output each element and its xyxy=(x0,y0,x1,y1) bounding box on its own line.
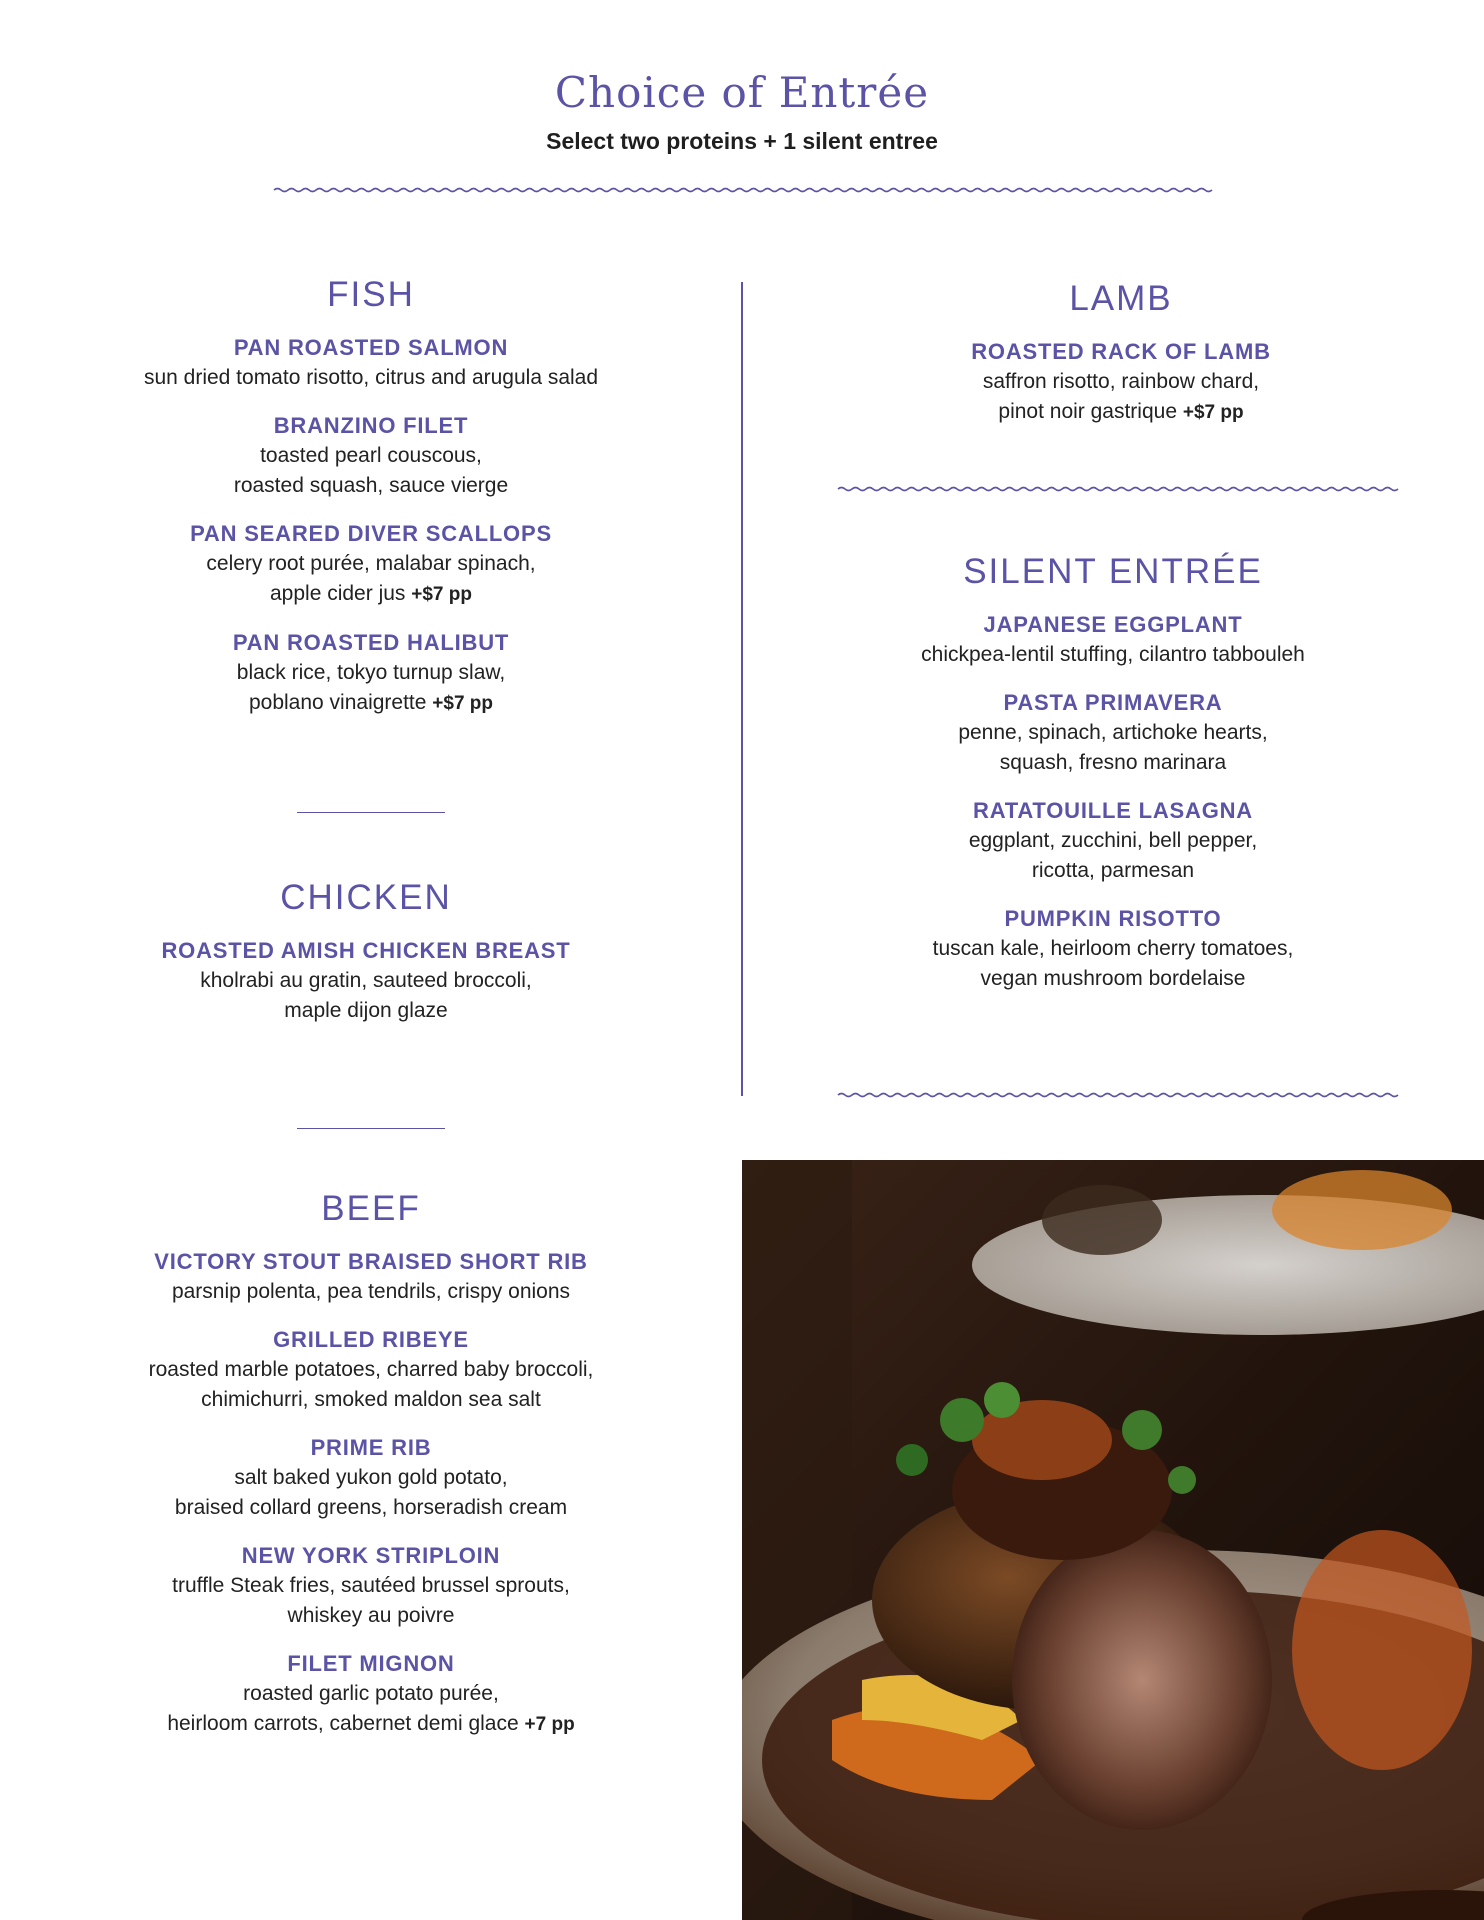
menu-item-description xyxy=(90,441,652,471)
menu-item-surcharge: +$7 pp xyxy=(411,584,472,605)
menu-item-description-text: salt baked yukon gold potato, xyxy=(234,1466,508,1489)
menu-item-description-text: maple dijon glaze xyxy=(284,999,448,1022)
menu-item xyxy=(90,1433,652,1523)
section-title-fish: FISH xyxy=(327,275,415,314)
plated-pork-chop-image xyxy=(742,1160,1484,1920)
fish-short-divider xyxy=(297,812,445,813)
menu-list-silent-entree xyxy=(830,610,1396,994)
menu-item-description xyxy=(90,1385,652,1415)
section-title-lamb: LAMB xyxy=(1069,279,1173,318)
menu-item-description xyxy=(90,658,652,688)
menu-item xyxy=(838,337,1404,428)
menu-item-name: PAN SEARED DIVER SCALLOPS xyxy=(190,521,552,546)
menu-item xyxy=(90,1649,652,1740)
menu-item-description xyxy=(830,718,1396,748)
menu-item-description-text: parsnip polenta, pea tendrils, crispy onions xyxy=(171,1280,571,1303)
menu-item-description-text: saffron risotto, rainbow chard, xyxy=(982,370,1260,393)
section-lamb xyxy=(838,279,1404,428)
menu-item-description-text: braised collard greens, horseradish cream xyxy=(174,1496,568,1519)
menu-item-name: PASTA PRIMAVERA xyxy=(1003,690,1223,715)
menu-item-description-text: vegan mushroom bordelaise xyxy=(980,967,1246,990)
menu-item-description xyxy=(90,471,652,501)
menu-item-description xyxy=(830,934,1396,964)
menu-item-surcharge: +$7 pp xyxy=(1182,402,1244,423)
menu-item-description-text: eggplant, zucchini, bell pepper, xyxy=(968,829,1258,852)
menu-item-description-text: black rice, tokyo turnup slaw, xyxy=(236,661,506,684)
menu-item-name: JAPANESE EGGPLANT xyxy=(983,612,1243,637)
menu-item-description xyxy=(830,856,1396,886)
menu-item-name: VICTORY STOUT BRAISED SHORT RIB xyxy=(154,1249,588,1274)
menu-item-name: PAN ROASTED HALIBUT xyxy=(232,630,510,655)
section-beef xyxy=(90,1189,652,1740)
menu-item-description-text: sun dried tomato risotto, citrus and arugula salad xyxy=(143,366,599,389)
menu-item-name: FILET MIGNON xyxy=(287,1651,455,1676)
menu-item xyxy=(90,1247,652,1307)
menu-item xyxy=(90,1325,652,1415)
menu-item xyxy=(830,796,1396,886)
menu-item-description xyxy=(90,688,652,719)
section-title-silent-entree: SILENT ENTRÉE xyxy=(963,552,1263,591)
menu-item-description-text: chimichurri, smoked maldon sea salt xyxy=(201,1388,541,1411)
section-fish xyxy=(90,275,652,719)
menu-item-name: RATATOUILLE LASAGNA xyxy=(973,798,1253,823)
menu-item xyxy=(90,333,652,393)
menu-item-description-text: roasted marble potatoes, charred baby broccoli, xyxy=(148,1358,594,1381)
menu-item-description xyxy=(90,1601,652,1631)
menu-list-chicken xyxy=(85,936,647,1026)
menu-list-lamb xyxy=(838,337,1404,428)
menu-item-description xyxy=(838,367,1404,397)
section-title-chicken: CHICKEN xyxy=(280,878,452,917)
menu-item xyxy=(830,610,1396,670)
menu-item-name: GRILLED RIBEYE xyxy=(273,1327,469,1352)
menu-item-description xyxy=(90,1709,652,1740)
menu-item-description xyxy=(838,397,1404,428)
menu-item xyxy=(85,936,647,1026)
menu-item-name: PUMPKIN RISOTTO xyxy=(1004,906,1222,931)
menu-item-description xyxy=(90,579,652,610)
menu-item xyxy=(90,411,652,501)
menu-item-name: PRIME RIB xyxy=(310,1435,432,1460)
header-wave-divider xyxy=(274,184,1210,196)
menu-item-name: ROASTED RACK OF LAMB xyxy=(971,339,1271,364)
menu-item-description-text: penne, spinach, artichoke hearts, xyxy=(958,721,1268,744)
menu-item-description xyxy=(90,1493,652,1523)
silent-wave-divider xyxy=(838,1089,1388,1101)
menu-list-fish xyxy=(90,333,652,719)
menu-item-surcharge: +7 pp xyxy=(524,1714,575,1735)
menu-item xyxy=(830,904,1396,994)
section-title-beef: BEEF xyxy=(321,1189,421,1228)
menu-item xyxy=(90,1541,652,1631)
menu-item-name: NEW YORK STRIPLOIN xyxy=(241,1543,501,1568)
menu-item-description xyxy=(90,1355,652,1385)
menu-item-description xyxy=(85,996,647,1026)
lamb-wave-divider xyxy=(838,483,1388,495)
page-subtitle: Select two proteins + 1 silent entree xyxy=(546,128,938,154)
menu-item-description-text: whiskey au poivre xyxy=(287,1604,455,1627)
menu-item-description-text: squash, fresno marinara xyxy=(999,751,1227,774)
section-chicken xyxy=(85,878,647,1026)
menu-item-description-text: apple cider jus xyxy=(270,582,406,605)
menu-item-description xyxy=(90,1463,652,1493)
menu-item xyxy=(90,628,652,719)
menu-item-description-text: heirloom carrots, cabernet demi glace xyxy=(167,1712,519,1735)
menu-item-description-text: tuscan kale, heirloom cherry tomatoes, xyxy=(932,937,1294,960)
menu-item-description-text: truffle Steak fries, sautéed brussel sprouts, xyxy=(172,1574,570,1597)
menu-item-description-text: toasted pearl couscous, xyxy=(260,444,482,467)
section-silent-entree xyxy=(830,552,1396,994)
menu-item-description xyxy=(90,363,652,393)
menu-item-description xyxy=(830,748,1396,778)
menu-item-name: ROASTED AMISH CHICKEN BREAST xyxy=(161,938,571,963)
menu-item-description-text: celery root purée, malabar spinach, xyxy=(206,552,536,575)
column-divider xyxy=(741,282,743,1096)
menu-item-description-text: chickpea-lentil stuffing, cilantro tabbouleh xyxy=(921,643,1305,666)
menu-item-description-text: roasted garlic potato purée, xyxy=(243,1682,499,1705)
menu-item-description xyxy=(830,640,1396,670)
menu-item-description-text: ricotta, parmesan xyxy=(1031,859,1195,882)
menu-item-description-text: pinot noir gastrique xyxy=(998,400,1178,423)
menu-item-description xyxy=(90,1571,652,1601)
menu-item-description-text: kholrabi au gratin, sauteed broccoli, xyxy=(200,969,532,992)
food-photo xyxy=(742,1160,1484,1920)
menu-item xyxy=(830,688,1396,778)
menu-item-name: PAN ROASTED SALMON xyxy=(233,335,509,360)
menu-item-surcharge: +$7 pp xyxy=(432,693,494,714)
menu-item-description xyxy=(90,549,652,579)
chicken-short-divider xyxy=(297,1128,445,1129)
menu-item-description-text: roasted squash, sauce vierge xyxy=(233,474,509,497)
menu-item-description-text: poblano vinaigrette xyxy=(248,691,427,714)
page-title: Choice of Entrée xyxy=(554,68,930,117)
menu-list-beef xyxy=(90,1247,652,1740)
menu-item xyxy=(90,519,652,610)
menu-item-description xyxy=(90,1277,652,1307)
menu-item-description xyxy=(90,1679,652,1709)
menu-item-description xyxy=(85,966,647,996)
menu-item-description xyxy=(830,826,1396,856)
menu-item-name: BRANZINO FILET xyxy=(273,413,469,438)
menu-item-description xyxy=(830,964,1396,994)
